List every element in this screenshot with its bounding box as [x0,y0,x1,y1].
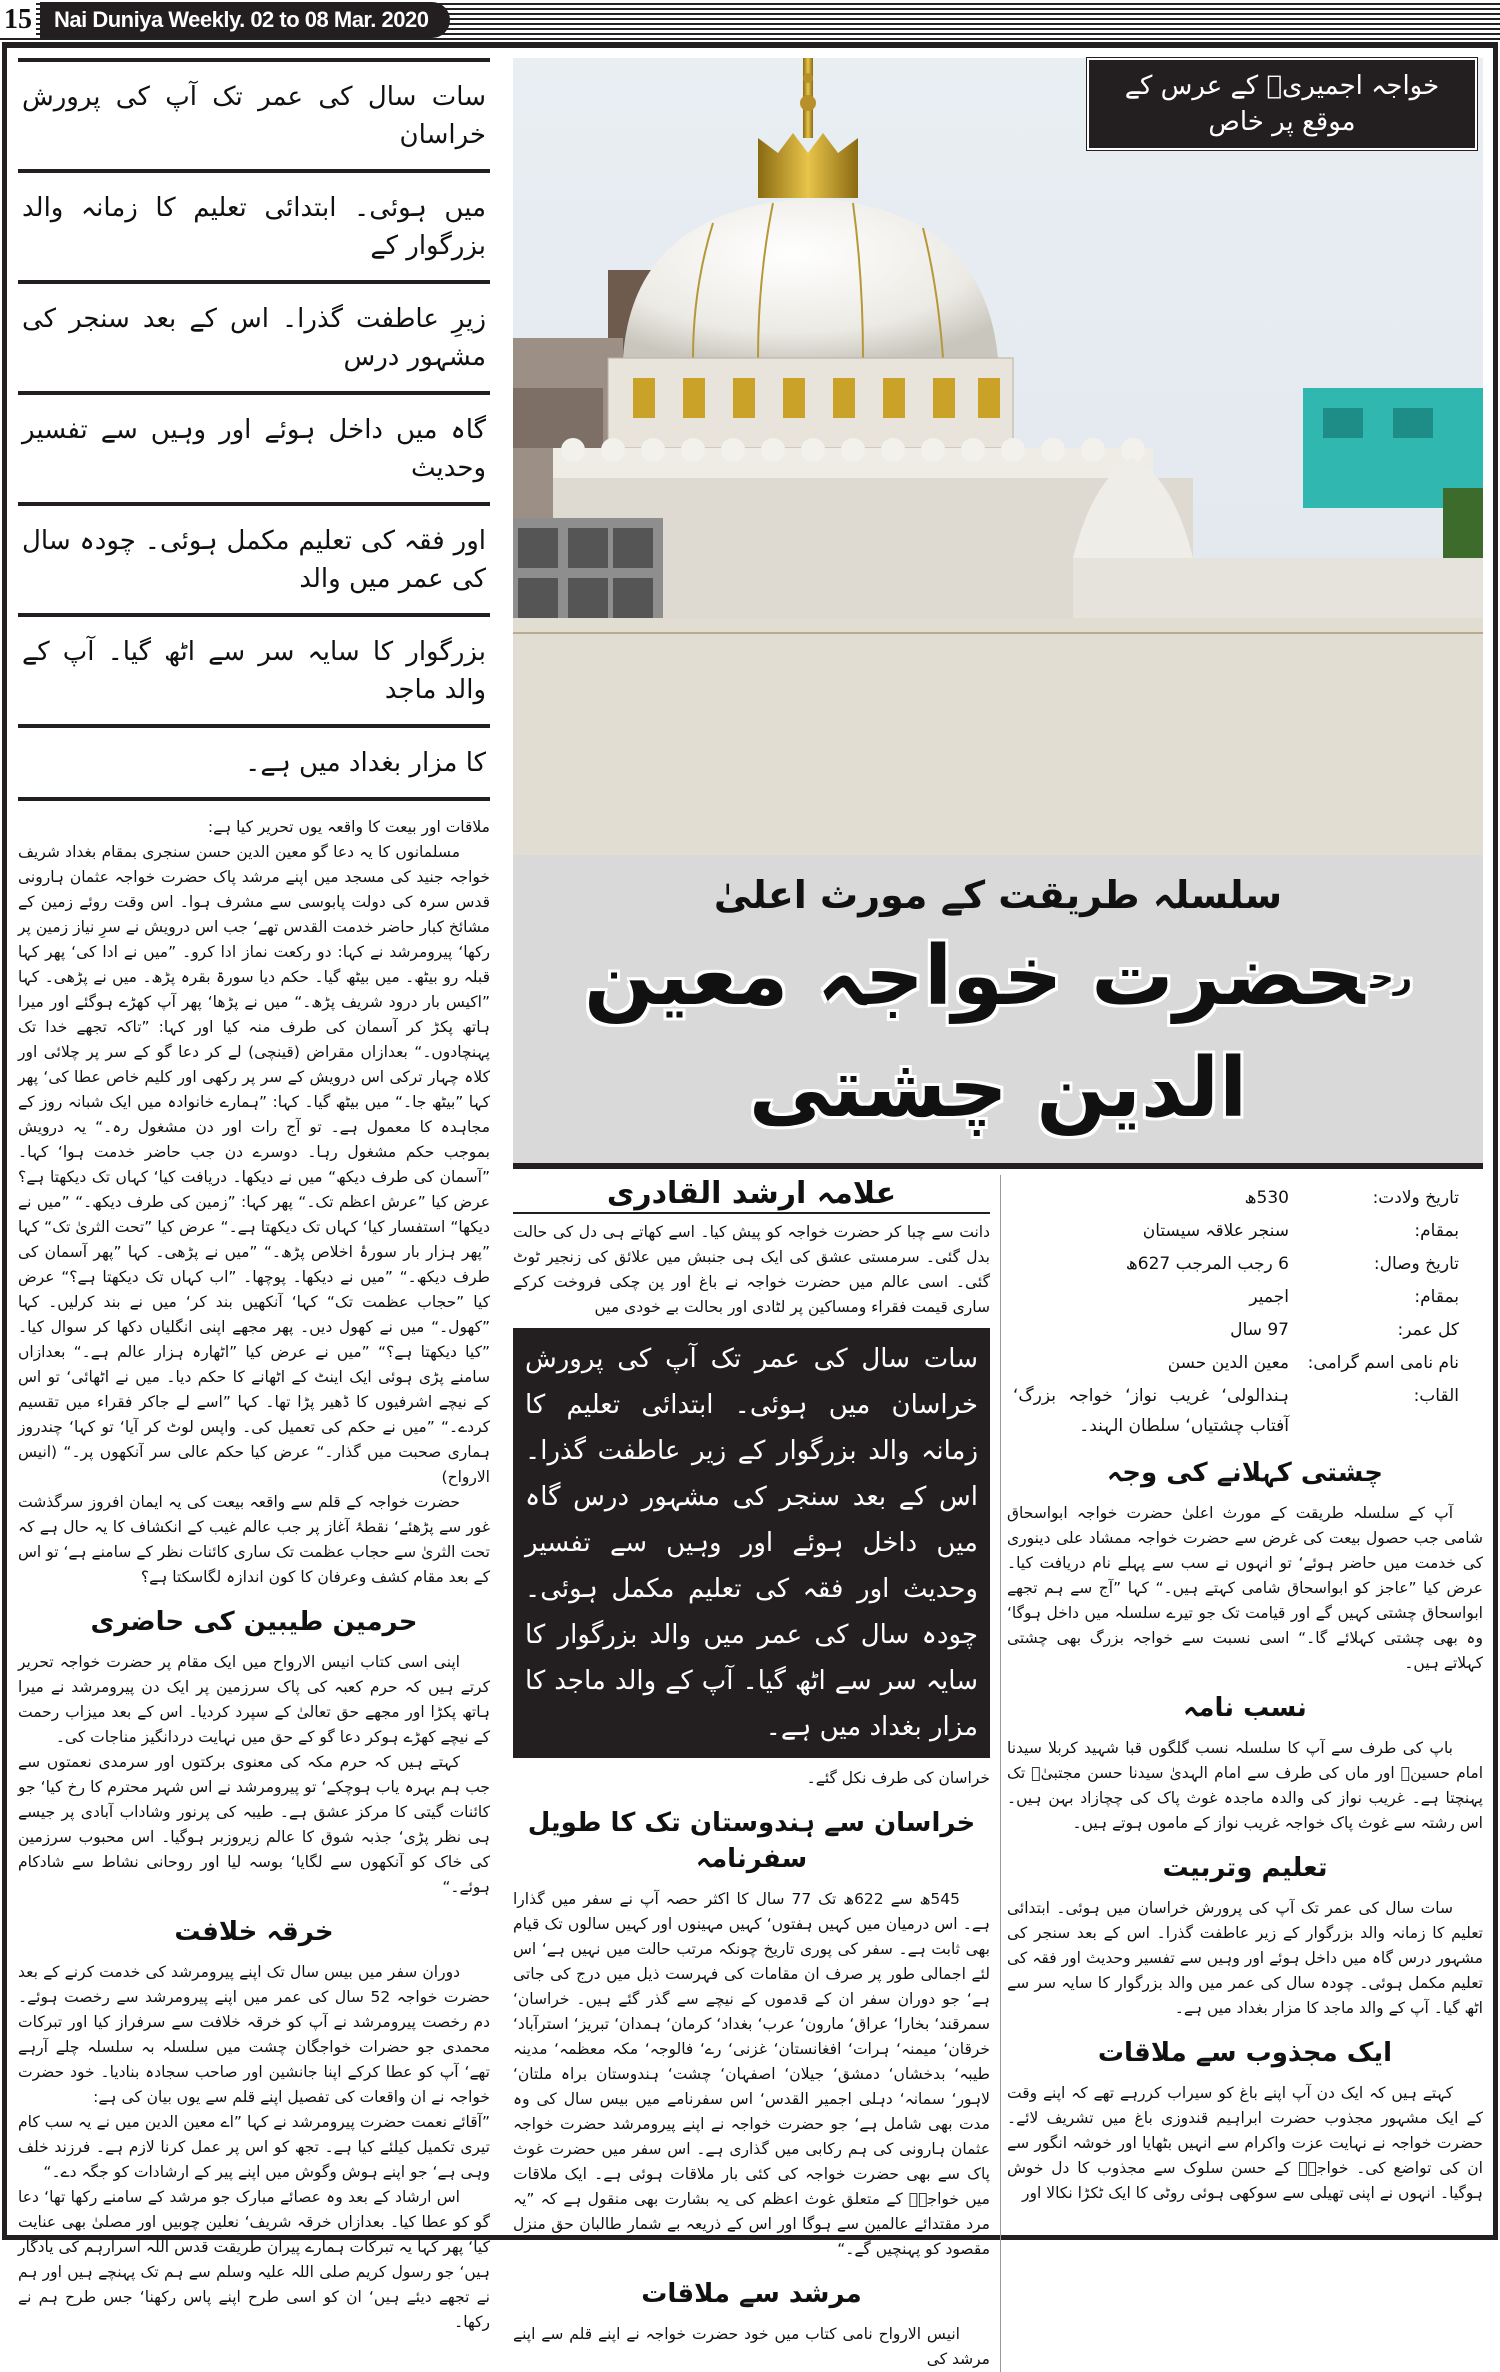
fact-label: بمقام: [1414,1287,1459,1307]
paragraph: کہتے ہیں کہ حرم مکہ کی معنوی برکتوں اور سرمدی نعمتوں سے جب ہم بہرہ یاب ہوچکے‘ تو پیرومرشد نے اس شہر محترم کا رخ کیا‘ جو کائنات گیتی کا مرکز عشق ہے۔ طیبہ کی پرنور وشاداب آبادی پر جیسے ہی نظر پڑی‘ جذبہ شوق کا عالم زیروزبر ہوگیا۔ اس محبوب سرزمین کی خاک کو آنکھوں سے لگایا‘ بوسہ لیا اور روحانی نشاط سے شادکام ہوئے۔“ [18,1753,490,1896]
pull-quote-line: کا مزار بغداد میں ہے۔ [18,724,490,801]
paragraph: انیس الارواح نامی کتاب میں خود حضرت خواجہ نے اپنے قلم سے اپنے مرشد کی [513,2325,990,2368]
highlight-box: سات سال کی عمر تک آپ کی پرورش خراسان میں ہوئی۔ ابتدائی تعلیم کا زمانہ والد بزرگوار کے زیر عاطفت گذرا۔ اس کے بعد سنجر کی مشہور درس گاہ میں داخل ہوئے اور وہیں سے تفسیر وحدیث اور فقہ کی تعلیم مکمل ہوئی۔ چودہ سال کی عمر میں والد بزرگوار کا سایہ سر سے اٹھ گیا۔ آپ کے والد ماجد کا مزار بغداد میں ہے۔ [513,1328,990,1758]
fact-row [1013,1183,1459,1213]
fact-row [1013,1282,1459,1312]
left-article-body [18,815,490,2335]
fact-table [1007,1175,1483,1441]
paragraph: اس ارشاد کے بعد وہ عصائے مبارک جو مرشد کے سامنے رکھا تھا‘ دعا گو کو عطا کیا۔ بعدازاں خرقہ شریف‘ نعلین چوبیں اور مصلیٰ بھی عنایت کیا‘ پھر کہا یہ تبرکات ہمارے پیران طریقت قدس اللہ اسرارہم کی یادگار ہیں‘ جو رسول کریم صلی اللہ علیہ وسلم سے ہم تک پہنچے ہیں اور ہم نے تجھے دیئے ہیں‘ ان کو اسی طرح اپنے پاس رکھنا‘ جس طرح ہم نے رکھا۔ [18,2188,490,2331]
paragraph: آپ کے سلسلہ طریقت کے مورث اعلیٰ حضرت خواجہ ابواسحاق شامی جب حصول بیعت کی غرض سے حضرت خواجہ ممشاد علی دینوری کی خدمت میں حاضر ہوئے‘ تو انہوں نے سب سے پہلے نام دریافت کیا۔ عرض کیا ”عاجز کو ابواسحاق شامی کہتے ہیں۔“ کہا ”آج سے ہم تجھے ابواسحاق چشتی کہیں گے اور قیامت تک جو تیرے سلسلہ میں داخل ہوگا‘ وہ بھی چشتی کہلائے گا۔“ اسی نسبت سے خواجہ بزرگ بھی چشتی کہلاتے ہیں۔ [1007,1504,1483,1672]
fact-value: 6 رجب المرجب 627ھ [1125,1254,1289,1274]
middle-column [513,1175,990,2372]
fact-row [1013,1315,1459,1345]
paragraph: سات سال کی عمر تک آپ کی پرورش خراسان میں ہوئی۔ ابتدائی تعلیم کا زمانہ والد بزرگوار کے زیر عاطفت گذرا۔ اس کے بعد سنجر کی مشہور درس گاہ میں داخل ہوئے اور وہیں سے تفسیر وحدیث اور فقہ کی تعلیم مکمل ہوئی۔ چودہ سال کی عمر میں والد بزرگوار کا سایہ سر سے اٹھ گیا۔ آپ کے والد ماجد کا مزار بغداد میں ہے۔ [1007,1899,1483,2017]
headline-title [533,921,1463,1145]
fact-row [1013,1348,1459,1378]
headline-subtitle: سلسلہ طریقت کے مورث اعلیٰ [713,873,1283,917]
pull-quote-line: زیرِ عاطفت گذرا۔ اس کے بعد سنجر کی مشہور درس [18,280,490,391]
section-heading: مرشد سے ملاقات [641,2279,862,2309]
pull-quote-line: بزرگوار کا سایہ سر سے اٹھ گیا۔ آپ کے والد ماجد [18,613,490,724]
paragraph: دوران سفر میں بیس سال تک اپنے پیرومرشد کی خدمت کرنے کے بعد حضرت خواجہ 52 سال کی عمر میں اپنے پیرومرشد سے رخصت ہوئے۔ دم رخصت پیرومرشد نے آپ کو خرقہ خلافت سے سرفراز کیا اور تبرکات محمدی جو حضرات خواجگان چشت میں سلسلہ بہ سلسلہ چلے آرہے تھے‘ آپ کو عطا کرکے اپنا جانشین اور صاحب سجادہ بنادیا۔ خود حضرت خواجہ نے ان واقعات کی تفصیل اپنے قلم سے یوں بیان کی ہے: [18,1963,490,2106]
fact-value: اجمیر [1249,1287,1289,1307]
fact-row [1013,1216,1459,1246]
paragraph: کہتے ہیں کہ ایک دن آپ اپنے باغ کو سیراب کررہے تھے کہ اپنے وقت کے ایک مشہور مجذوب حضرت ابراہیم قندوزی باغ میں تشریف لائے۔ حضرت خواجہ نے نہایت عزت واکرام سے انہیں بٹھایا اور خوشہ انگور سے ان کی تواضع کی۔ خواجہؒ کے حسن سلوک سے مجذوب کا دل خوش ہوگیا۔ انہوں نے اپنی تھیلی سے سوکھی ہوئی روٹی کا ایک ٹکڑا نکالا اور [1007,2084,1483,2202]
pull-quote-line: اور فقہ کی تعلیم مکمل ہوئی۔ چودہ سال کی عمر میں والد [18,502,490,613]
honorific-mark: رح [1370,958,1412,996]
fact-label: تاریخ ولادت: [1372,1188,1459,1208]
paragraph: دانت سے چبا کر حضرت خواجہ کو پیش کیا۔ اسے کھاتے ہی دل کی حالت بدل گئی۔ سرمستی عشق کی ایک ہی جنبش میں علائق کی زنجیر ٹوٹ گئی۔ اسی عالم میں حضرت خواجہ نے باغ اور پن چکی فروخت کرکے ساری قیمت فقراء ومساکین پر لٹادی اور بحالت بے خودی میں [513,1223,990,1316]
masthead-strip [0,0,1500,40]
fact-row [1013,1381,1459,1441]
fact-value: 530ھ [1244,1188,1289,1208]
fact-label: تاریخ وصال: [1373,1254,1459,1274]
section-heading: چشتی کہلانے کی وجہ [1107,1458,1383,1488]
section-heading: حرمین طیبین کی حاضری [90,1607,418,1637]
paragraph: ”آقائے نعمت حضرت پیرومرشد نے کہا ”اے معین الدین میں نے یہ سب کام تیری تکمیل کیلئے کیا ہے۔ تجھ کو اس پر عمل کرنا لازم ہے۔ فرزند خلف وہی ہے‘ جو اپنے ہوش وگوش میں اپنے پیر کے ارشادات کو جگہ دے۔“ [18,2113,490,2181]
left-column [18,58,490,2335]
paragraph: اپنی اسی کتاب انیس الارواح میں ایک مقام پر حضرت خواجہ تحریر کرتے ہیں کہ حرم کعبہ کی پاک سرزمین پر ایک دن پیرومرشد نے میرا ہاتھ پکڑا اور مجھے حق تعالیٰ کے سپرد کردیا۔ اس کے بعد میزاب رحمت کے نیچے کھڑے ہوکر دعا گو کے حق میں نہایت دردانگیز مناجات کی۔ [18,1653,490,1746]
right-column [1000,1175,1483,2372]
fact-row [1013,1249,1459,1279]
fact-value: سنجر علاقہ سیستان [1142,1221,1289,1241]
pull-quote-line: گاہ میں داخل ہوئے اور وہیں سے تفسیر وحدیث [18,391,490,502]
dargah-photo [513,58,1483,855]
pull-quote-line: سات سال کی عمر تک آپ کی پرورش خراسان [18,58,490,169]
paragraph: خراسان کی طرف نکل گئے۔ [806,1769,990,1787]
section-heading: نسب نامہ [1183,1693,1307,1723]
pull-quote-line: میں ہوئی۔ ابتدائی تعلیم کا زمانہ والد بزرگوار کے [18,169,490,280]
headline-title-text: حضرت خواجہ معین الدین چشتی [584,929,1365,1136]
lower-columns [513,1175,1483,2372]
paragraph: ملاقات اور بیعت کا واقعہ یوں تحریر کیا ہے: [207,818,490,836]
fact-value: 97 سال [1230,1320,1289,1340]
paragraph: 545ھ سے 622ھ تک 77 سال کا اکثر حصہ آپ نے سفر میں گذارا ہے۔ اس درمیان میں کہیں ہفتوں‘ کہیں مہینوں اور کہیں سالوں تک قیام بھی ثابت ہے۔ سفر کی پوری تاریخ چونکہ مرتب حالت میں نہیں ہے‘ اس لئے اجمالی طور پر صرف ان مقامات کی فہرست ذیل میں درج کی جاتی ہے‘ جو دوران سفر ان کے قدموں کے نیچے سے گذر گئے ہیں۔ خراسان‘ سمرقند‘ بخارا‘ عراق‘ مارون‘ عرب‘ بغداد‘ کرمان‘ ہمدان‘ تبریز‘ استرآباد‘ خرقان‘ میمنہ‘ ہرات‘ افغانستان‘ غزنی‘ رے‘ فالوجہ‘ مکہ معظمہ‘ مدینہ طیبہ‘ بدخشاں‘ دمشق‘ جیلان‘ اصفہان‘ چشت‘ ہندوستان براہ ملتان‘ لاہور‘ سمانہ‘ دہلی اجمیر القدس‘ اس سفرنامے میں بیس سال کی وہ مدت بھی شامل ہے‘ جو حضرت خواجہ نے اپنے پیرومرشد حضرت خواجہ عثمان ہارونی کی ہم رکابی میں گذاری ہے۔ اس سفر میں حضرت غوث پاک سے بھی حضرت خواجہ کی کئی بار ملاقات ہوئی ہے۔ ایک ملاقات میں خواجہؒ کے متعلق غوث اعظم کی یہ بشارت بھی منقول ہے کہ ”یہ مرد مقتدائے عالمین سے ہوگا اور اس کے ذریعہ بے شمار طالبان حق منزل مقصود کو پہنچیں گے۔“ [513,1890,990,2258]
fact-label: بمقام: [1414,1221,1459,1241]
feature-area [513,58,1483,2372]
paragraph: حضرت خواجہ کے قلم سے واقعہ بیعت کی یہ ایمان افروز سرگذشت غور سے پڑھئے‘ نقطۂ آغاز پر جب عالم غیب کے انکشاف کا یہ حال ہے کہ تحت الثریٰ سے حجاب عظمت تک ساری کائنات نظر کے سامنے ہے‘ تو اس کے بعد مقام کشف وعرفان کا کون اندازہ لگاسکتا ہے؟ [18,1493,490,1586]
section-heading: ایک مجذوب سے ملاقات [1097,2038,1393,2068]
fact-label: نام نامی اسم گرامی: [1307,1353,1459,1373]
paragraph: باپ کی طرف سے آپ کا سلسلہ نسب گلگوں قبا شہید کربلا سیدنا امام حسینؓ اور ماں کی طرف سے امام الہدیٰ سیدنا حسن مجتبیٰؓ تک پہنچتا ہے۔ غریب نواز کی والدہ ماجدہ غوث پاک کی چچازاد بہن ہیں۔ اس رشتہ سے غوث پاک خواجہ غریب نواز کے ماموں ہوتے ہیں۔ [1007,1739,1483,1832]
fact-label: القاب: [1413,1386,1459,1406]
author-byline: علامہ ارشد القادری [513,1175,990,1214]
headline-band [513,855,1483,1169]
fact-value: ہندالولی‘ غریب نواز‘ خواجہ بزرگ‘ آفتاب چشتیاں‘ سلطان الہند۔ [1013,1386,1289,1436]
paragraph: مسلمانوں کا یہ دعا گو معین الدین حسن سنجری بمقام بغداد شریف خواجہ جنید کی مسجد میں اپنے مرشد پاک حضرت خواجہ عثمان ہارونی قدس سرہ کی دولت پابوسی سے مشرف ہوا۔ اس وقت روئے زمین کے مشائخ کبار حاضر خدمت القدس تھے‘ جب اس درویش نے سرِ نیاز زمین پر رکھا‘ پیرومرشد نے کہا: دو رکعت نماز ادا کرو۔ ”میں نے ادا کی‘ پھر کہا قبلہ رو بیٹھ۔ میں بیٹھ گیا۔ حکم دیا سورۃ بقرہ پڑھ۔ میں نے پڑھی۔ کہا ”اکیس بار درود شریف پڑھ۔“ میں نے پڑھا‘ پھر آپ کھڑے ہوگئے اور میرا ہاتھ پکڑ کر آسمان کی طرف منہ کیا اور کہا: ”تاکہ تجھے خدا تک پہنچادوں۔“ بعدازاں مقراض (قینچی) لے کر دعا گو کے سر پر چلائی اور کلاہ چہار ترکی اس درویش کے سر پر رکھی اور کلیم خاص عطا کی‘ پھر کہا ”بیٹھ جا۔“ میں بیٹھ گیا۔ کہا: ”ہمارے خانوادہ میں ایک شبانہ روز کے مجاہدہ کا معمول ہے۔ تو آج رات اور دن مشغول رہ۔“ یہ درویش بموجب حکم مشغول رہا۔ دوسرے دن جب حاضر خدمت ہوا‘ کہا۔ ”آسمان کی طرف دیکھ“ میں نے دیکھا۔ دریافت کیا‘ کہاں تک دیکھتا ہے؟ عرض کیا ”عرش اعظم تک۔“ پھر کہا: ”زمین کی طرف دیکھ۔“ ”میں نے دیکھا“ استفسار کیا‘ کہاں تک دیکھتا ہے۔“ عرض کیا ”تحت الثریٰ تک“ کہا ”پھر ہزار بار سورۂ اخلاص پڑھ۔“ ”میں نے پڑھی۔ کہا ”پھر آسمان کی طرف دیکھ۔“ ”میں نے دیکھا۔ پوچھا۔ ”اب کہاں تک دیکھتا ہے؟“ عرض کیا ”حجاب عظمت تک“ کہا‘ آنکھیں بند کر‘ میں نے بند کرلیں۔ کہا ”کھول۔“ میں نے کھول دیں۔ پھر مجھے اپنی انگلیاں دکھا کر سوال کیا۔ ”کیا دیکھتا ہے؟“ ”میں نے عرض کیا ”اٹھارہ ہزار عالم ہے۔“ بعدازاں سامنے پڑی ہوئی ایک اینٹ کے اٹھانے کا حکم دیا۔ میں نے اٹھائی‘ تو اس کے نیچے اشرفیوں کا ڈھیر پڑا تھا۔ کہا ”اسے لے جاکر فقراء میں تقسیم کردے۔“ ”میں نے حکم کی تعمیل کی۔ واپس لوٹ کر آیا‘ تو کہا‘ چندروز ہماری صحبت میں گذار۔“ عرض کیا حکم عالی سر آنکھوں پر۔“ (انیس الارواح) [18,843,490,1486]
section-heading: تعلیم وتربیت [1162,1853,1328,1883]
section-heading: خراسان سے ہندوستان تک کا طویل سفرنامہ [527,1808,976,1874]
publication-line: Nai Duniya Weekly. 02 to 08 Mar. 2020 [40,2,450,38]
pull-quote [18,58,490,801]
fact-value: معین الدین حسن [1167,1353,1289,1373]
page-number: 15 [0,2,36,38]
shrine-dome-image [513,58,1483,855]
section-heading: خرقہ خلافت [174,1917,334,1947]
kicker-label: خواجہ اجمیریؒ کے عرس کے موقع پر خاص [1087,58,1477,150]
fact-label: کل عمر: [1397,1320,1459,1340]
